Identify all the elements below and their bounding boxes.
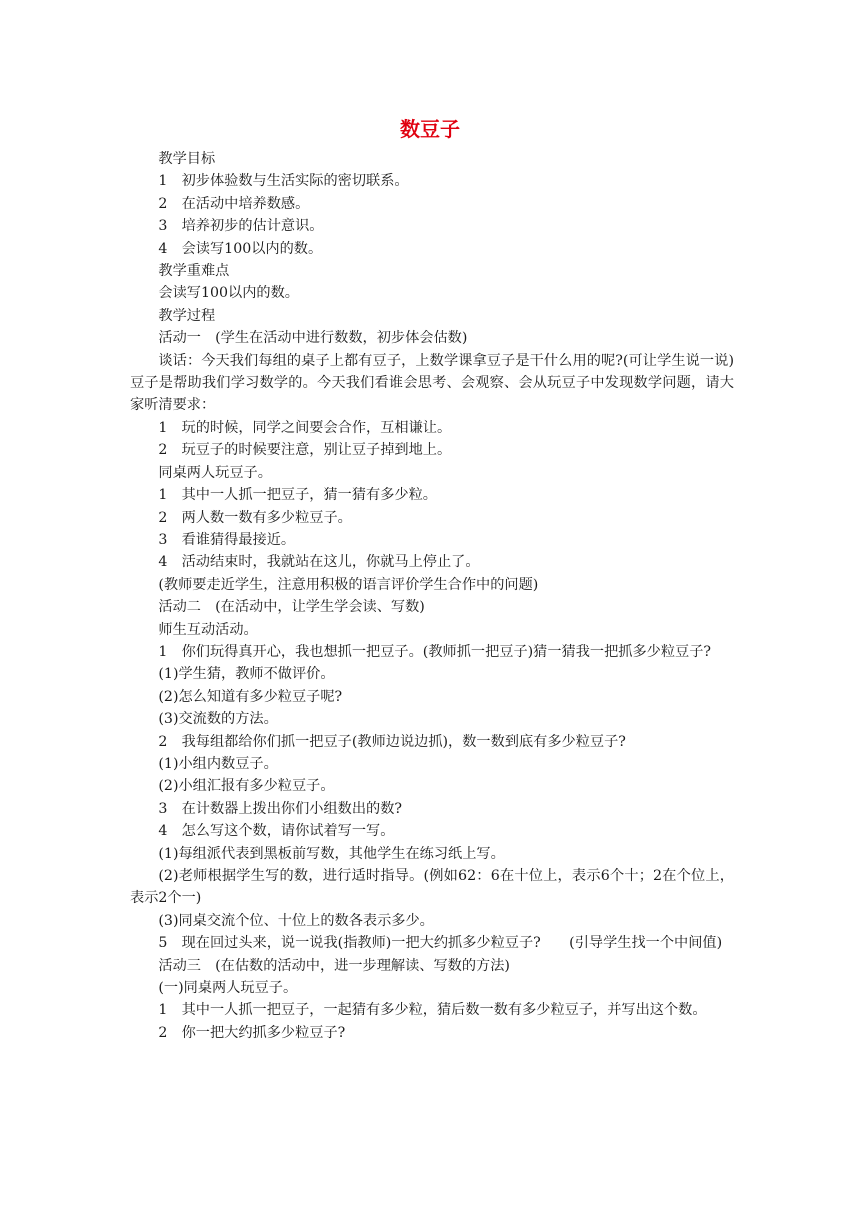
paragraph: 1 玩的时候，同学之间要会合作，互相谦让。 — [158, 419, 452, 436]
paragraph: 1 你们玩得真开心，我也想抓一把豆子。(教师抓一把豆子)猜一猜我一把抓多少粒豆子? — [158, 643, 712, 660]
document-title: 数豆子 — [400, 117, 460, 141]
paragraph: 4 会读写100以内的数。 — [158, 240, 323, 257]
paragraph: (1)学生猜，教师不做评价。 — [158, 666, 335, 683]
paragraph: 教学过程 — [158, 307, 216, 324]
paragraph: 教学重难点 — [158, 263, 230, 280]
paragraph: 4 活动结束时，我就站在这儿，你就马上停止了。 — [158, 554, 480, 571]
paragraph: (1)每组派代表到黑板前写数，其他学生在练习纸上写。 — [158, 845, 505, 862]
paragraph: 2 你一把大约抓多少粒豆子? — [158, 1024, 346, 1041]
paragraph: (2)怎么知道有多少粒豆子呢? — [158, 688, 343, 705]
paragraph: (1)小组内数豆子。 — [158, 755, 278, 772]
paragraph: (3)交流数的方法。 — [158, 711, 278, 728]
paragraph: 师生互动活动。 — [158, 621, 258, 638]
paragraph: (一)同桌两人玩豆子。 — [158, 980, 298, 997]
paragraph: (2)老师根据学生写的数，进行适时指导。(例如62：6在十位上，表示6个十；2在个位上，表示2个一) — [130, 868, 734, 907]
paragraph: (3)同桌交流个位、十位上的数各表示多少。 — [158, 912, 434, 929]
paragraph: 3 在计数器上拨出你们小组数出的数? — [158, 800, 403, 817]
paragraph: 同桌两人玩豆子。 — [158, 464, 272, 481]
paragraph: 2 两人数一数有多少粒豆子。 — [158, 509, 352, 526]
paragraph: 会读写100以内的数。 — [158, 285, 299, 302]
paragraph: 2 我每组都给你们抓一把豆子(教师边说边抓)，数一数到底有多少粒豆子? — [158, 733, 626, 750]
paragraph: 1 其中一人抓一把豆子，一起猜有多少粒，猜后数一数有多少粒豆子，并写出这个数。 — [158, 1002, 707, 1019]
paragraph: 活动二 (在活动中，让学生学会读、写数) — [158, 599, 425, 616]
paragraph: 2 玩豆子的时候要注意，别让豆子掉到地上。 — [158, 442, 452, 459]
paragraph: 5 现在回过头来，说一说我(指教师)一把大约抓多少粒豆子? (引导学生找一个中间值) — [158, 935, 723, 952]
paragraph: (教师要走近学生，注意用积极的语言评价学生合作中的问题) — [158, 576, 539, 593]
paragraph: 谈话：今天我们每组的桌子上都有豆子，上数学课拿豆子是干什么用的呢?(可让学生说一说)豆子是帮助我们学习数学的。今天我们看谁会思考、会观察、会从玩豆子中发现数学问题，请大家听清要求： — [130, 352, 734, 414]
paragraph: 3 看谁猜得最接近。 — [158, 531, 296, 548]
paragraph: 4 怎么写这个数，请你试着写一写。 — [158, 823, 395, 840]
paragraph: 2 在活动中培养数感。 — [158, 195, 310, 212]
paragraph: 1 其中一人抓一把豆子，猜一猜有多少粒。 — [158, 487, 437, 504]
paragraph: (2)小组汇报有多少粒豆子。 — [158, 778, 335, 795]
paragraph: 教学目标 — [158, 151, 216, 167]
paragraph: 活动三 (在估数的活动中，进一步理解读、写数的方法) — [158, 957, 510, 974]
paragraph: 3 培养初步的估计意识。 — [158, 218, 324, 235]
paragraph: 1 初步体验数与生活实际的密切联系。 — [158, 173, 409, 190]
paragraph: 活动一 (学生在活动中进行数数，初步体会估数) — [158, 330, 468, 347]
document-body — [130, 148, 734, 1044]
